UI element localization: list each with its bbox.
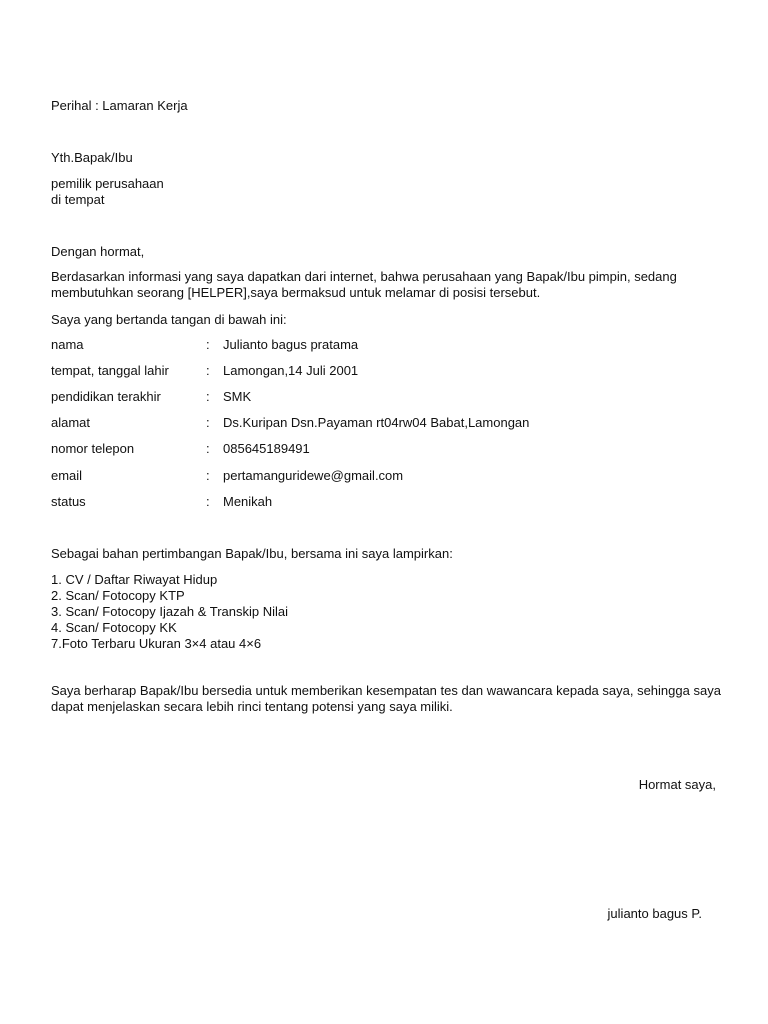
intro-paragraph: Berdasarkan informasi yang saya dapatkan dari internet, bahwa perusahaan yang Bapak/Ibu pimpin, sedang membutuhkan seorang [HELPER],saya bermaksud untuk melamar di posisi tersebut.	[51, 269, 677, 300]
detail-separator: :	[206, 363, 210, 378]
detail-label: email	[51, 468, 83, 483]
greeting: Dengan hormat,	[51, 244, 145, 259]
detail-value: SMK	[223, 389, 252, 404]
detail-separator: :	[206, 415, 210, 430]
list-item: 4. Scan/ Fotocopy KK	[51, 620, 177, 635]
detail-separator: :	[206, 389, 210, 404]
list-item: 7.Foto Terbaru Ukuran 3×4 atau 4×6	[51, 636, 262, 651]
detail-value: pertamanguridewe@gmail.com	[223, 468, 404, 483]
letter-subject: Perihal : Lamaran Kerja	[51, 98, 188, 113]
detail-value: Julianto bagus pratama	[223, 337, 359, 352]
detail-separator: :	[206, 494, 210, 509]
recipient-line-2: di tempat	[51, 192, 105, 207]
detail-separator: :	[206, 468, 210, 483]
attachments-list	[51, 572, 288, 652]
detail-label: tempat, tanggal lahir	[51, 363, 169, 378]
detail-label: alamat	[51, 415, 91, 430]
closing-paragraph: Saya berharap Bapak/Ibu bersedia untuk memberikan kesempatan tes dan wawancara kepada saya, sehingga saya dapat menjelaskan secara lebih rinci tentang potensi yang saya miliki.	[51, 683, 721, 714]
detail-separator: :	[206, 441, 210, 456]
detail-value: Lamongan,14 Juli 2001	[223, 363, 359, 378]
list-item: 2. Scan/ Fotocopy KTP	[51, 588, 185, 603]
list-item: 3. Scan/ Fotocopy Ijazah & Transkip Nilai	[51, 604, 289, 619]
signed-below-text: Saya yang bertanda tangan di bawah ini:	[51, 312, 287, 327]
detail-label: status	[51, 494, 86, 509]
attachments-intro: Sebagai bahan pertimbangan Bapak/Ibu, bersama ini saya lampirkan:	[51, 546, 453, 561]
recipient-line-1: pemilik perusahaan	[51, 176, 164, 191]
list-item: 1. CV / Daftar Riwayat Hidup	[51, 572, 218, 587]
detail-label: pendidikan terakhir	[51, 389, 161, 404]
detail-label: nama	[51, 337, 84, 352]
detail-label: nomor telepon	[51, 441, 135, 456]
detail-value: Ds.Kuripan Dsn.Payaman rt04rw04 Babat,Lamongan	[223, 415, 530, 430]
closing-phrase: Hormat saya,	[638, 777, 716, 792]
recipient-salutation: Yth.Bapak/Ibu	[51, 150, 133, 165]
detail-value: 085645189491	[223, 441, 310, 456]
detail-separator: :	[206, 337, 210, 352]
signature-name: julianto bagus P.	[607, 906, 702, 921]
detail-value: Menikah	[223, 494, 273, 509]
